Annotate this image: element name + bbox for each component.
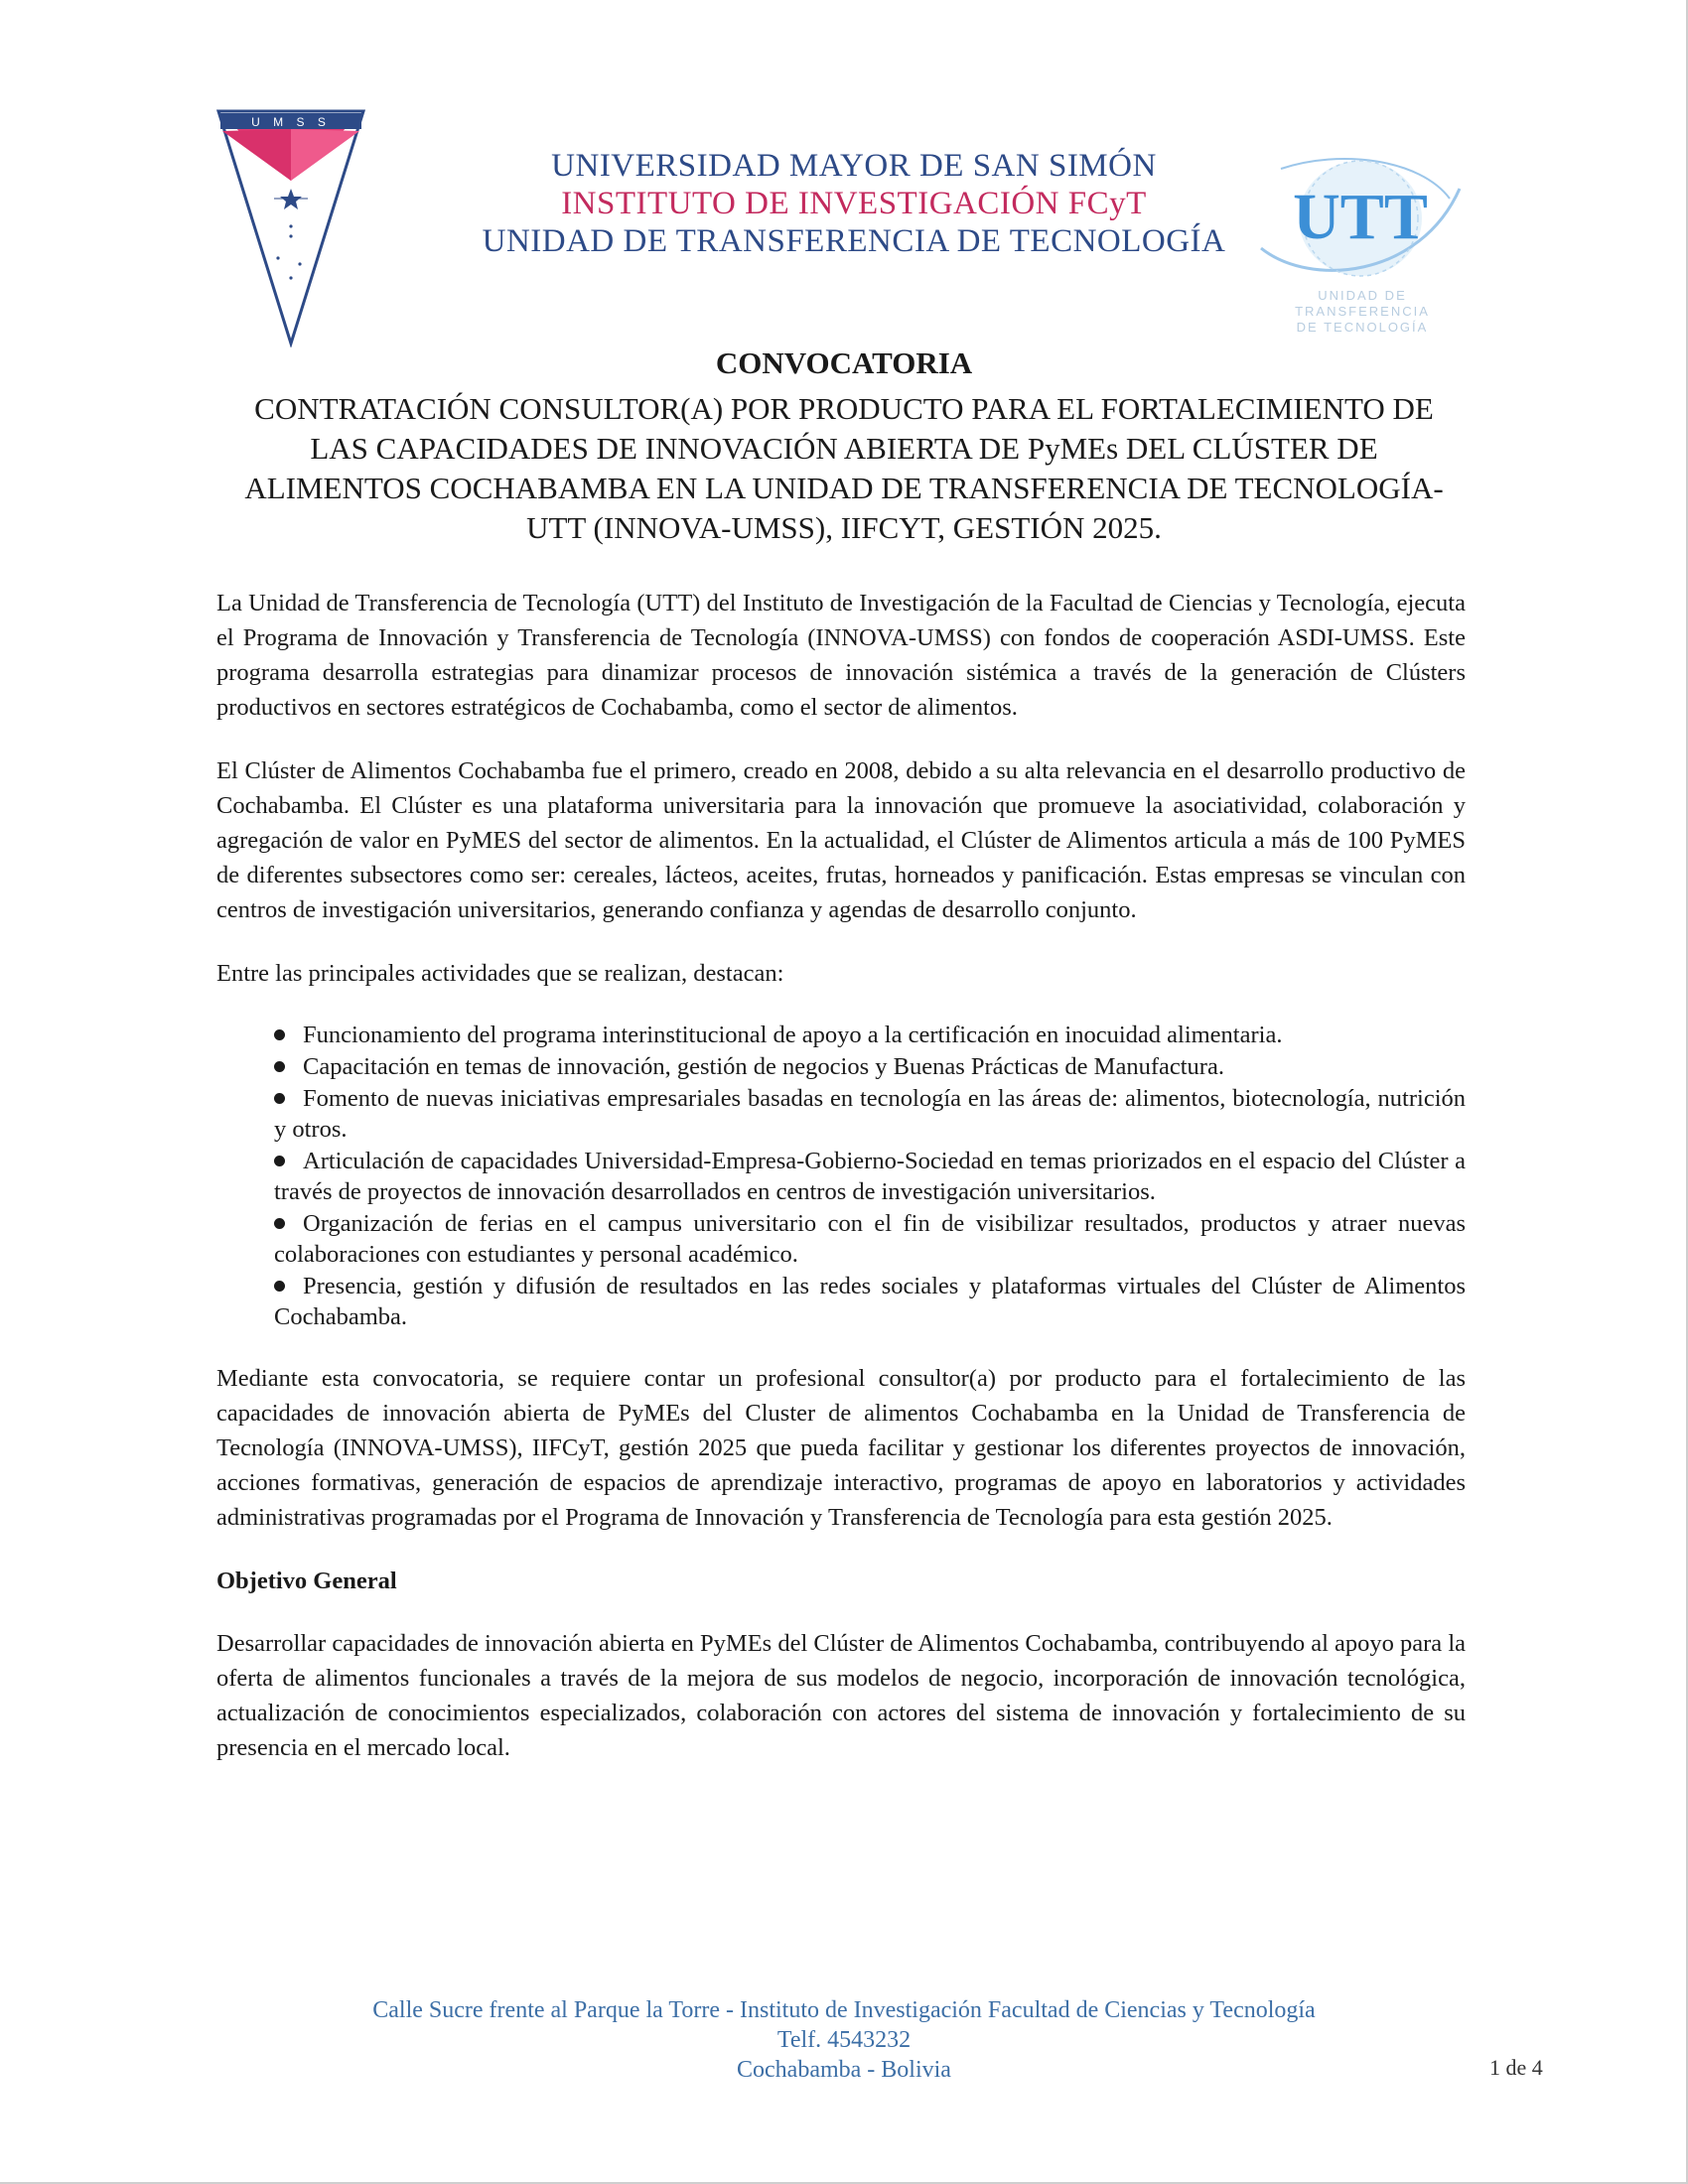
footer-phone: Telf. 4543232	[776, 2027, 912, 2053]
title-subtitle-line-1: CONTRATACIÓN CONSULTOR(A) POR PRODUCTO PARA EL FORTALECIMIENTO DE	[254, 391, 1434, 426]
utt-logo-caption: UNIDAD DE TRANSFERENCIA DE TECNOLOGÍA	[1295, 288, 1430, 335]
page-footer	[248, 1995, 1440, 2085]
title-subtitle-line-4: UTT (INNOVA-UMSS), IIFCYT, GESTIÓN 2025.	[526, 510, 1162, 545]
bullet-icon	[274, 1281, 285, 1292]
list-item: Articulación de capacidades Universidad-Empresa-Gobierno-Sociedad en temas priorizados en el espacio del Clúster a través de proyectos de innovación desarrollados en centros de investigación universitarios.	[274, 1148, 1466, 1205]
list-item: Organización de ferias en el campus universitario con el fin de visibilizar resultados, productos y atraer nuevas colaboraciones con estudiantes y personal académico.	[274, 1210, 1466, 1268]
unit-name: UNIDAD DE TRANSFERENCIA DE TECNOLOGÍA	[482, 223, 1226, 259]
list-item: Fomento de nuevas iniciativas empresariales basadas en tecnología en las áreas de: alimentos, biotecnología, nutrición y otros.	[274, 1085, 1466, 1143]
bullet-icon	[274, 1093, 285, 1104]
list-item: Presencia, gestión y difusión de resultados en las redes sociales y plataformas virtuales del Clúster de Alimentos Cochabamba.	[274, 1273, 1466, 1330]
bullet-icon	[274, 1061, 285, 1072]
title-subtitle-line-3: ALIMENTOS COCHABAMBA EN LA UNIDAD DE TRANSFERENCIA DE TECNOLOGÍA-	[244, 471, 1444, 505]
title-subtitle-line-2: LAS CAPACIDADES DE INNOVACIÓN ABIERTA DE PyMEs DEL CLÚSTER DE	[310, 431, 1378, 466]
institute-name: INSTITUTO DE INVESTIGACIÓN FCyT	[561, 186, 1147, 221]
document-body	[216, 586, 1466, 1794]
umss-shield-logo	[216, 109, 365, 347]
institution-name	[427, 147, 1281, 260]
title-convocatoria: CONVOCATORIA	[715, 345, 973, 380]
umss-logo-text: U M S S	[251, 115, 331, 129]
university-name: UNIVERSIDAD MAYOR DE SAN SIMÓN	[551, 148, 1157, 184]
activities-list	[274, 1020, 1466, 1332]
utt-logo-text: UTT	[1293, 181, 1428, 253]
paragraph-cluster: El Clúster de Alimentos Cochabamba fue el primero, creado en 2008, debido a su alta relevancia en el desarrollo productivo de Cochabamba. El Clúster es una plataforma universitaria para la innovación que promueve la asociatividad, colaboración y agregación de valor en PyMES del sector de alimentos. En la actualidad, el Clúster de Alimentos articula a más de 100 PyMES de diferentes subsectores como ser: cereales, lácteos, aceites, frutas, horneados y panificación. Estas empresas se vinculan con centros de investigación universitarios, generando confianza y agendas de desarrollo conjunto.	[216, 757, 1466, 923]
bullet-icon	[274, 1029, 285, 1040]
paragraph-convocatoria: Mediante esta convocatoria, se requiere contar un profesional consultor(a) por producto para el fortalecimiento de las capacidades de innovación abierta de PyMEs del Cluster de alimentos Cochabamba en la Unidad de Transferencia de Tecnología (INNOVA-UMSS), IIFCyT, gestión 2025 que pueda facilitar y gestionar los diferentes proyectos de innovación, acciones formativas, generación de espacios de aprendizaje interactivo, programas de apoyo en laboratorios y actividades administrativas programadas por el Programa de Innovación y Transferencia de Tecnología para esta gestión 2025.	[216, 1365, 1466, 1531]
document-title	[199, 343, 1489, 548]
letterhead	[0, 0, 1688, 347]
paragraph-activities-intro: Entre las principales actividades que se realizan, destacan:	[216, 960, 784, 987]
list-item: Capacitación en temas de innovación, gestión de negocios y Buenas Prácticas de Manufactura.	[274, 1051, 1466, 1082]
heading-objetivo-general: Objetivo General	[216, 1568, 397, 1594]
page-number: 1 de 4	[1489, 2055, 1543, 2080]
paragraph-intro: La Unidad de Transferencia de Tecnología (UTT) del Instituto de Investigación de la Facultad de Ciencias y Tecnología, ejecuta el Programa de Innovación y Transferencia de Tecnología (INNOVA-UMSS) con fondos de cooperación ASDI-UMSS. Este programa desarrolla estrategias para dinamizar procesos de innovación sistémica a través de la generación de Clústers productivos en sectores estratégicos de Cochabamba, como el sector de alimentos.	[216, 590, 1466, 721]
footer-city: Cochabamba - Bolivia	[737, 2057, 951, 2083]
bullet-icon	[274, 1156, 285, 1166]
paragraph-objetivo: Desarrollar capacidades de innovación abierta en PyMEs del Clúster de Alimentos Cochabamba, contribuyendo al apoyo para la oferta de alimentos funcionales a través de la mejora de sus modelos de negocio, incorporación de innovación tecnológica, actualización de conocimientos especializados, colaboración con actores del sistema de innovación y fortalecimiento de su presencia en el mercado local.	[216, 1630, 1466, 1761]
bullet-icon	[274, 1218, 285, 1229]
footer-address: Calle Sucre frente al Parque la Torre - Instituto de Investigación Facultad de Ciencias y Tecnología	[372, 1997, 1316, 2023]
list-item: Funcionamiento del programa interinstitucional de apoyo a la certificación en inocuidad alimentaria.	[274, 1020, 1466, 1050]
